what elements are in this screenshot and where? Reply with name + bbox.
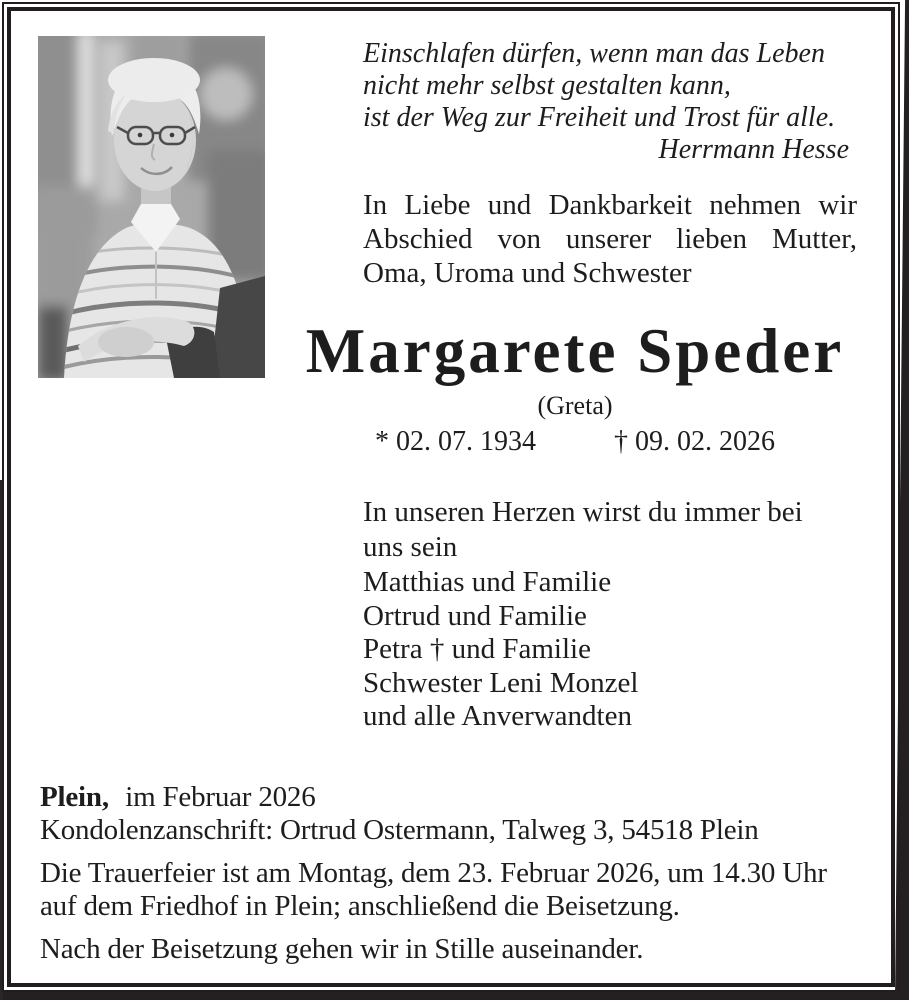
scan-edge-bottom [0,992,909,1000]
mourners-list [363,566,863,734]
footer-details [40,781,900,966]
deceased-name: Margarete Speder [305,316,845,386]
opening-quote [363,38,849,166]
closing-line: Nach der Beisetzung gehen wir in Stille auseinander. [40,933,644,965]
place-name: Plein, [40,781,109,813]
intro-line: In Liebe und Dankbarkeit nehmen wir [363,189,857,221]
portrait-photo-illustration [38,36,265,378]
quote-line: ist der Weg zur Freiheit und Trost für alle. [363,102,836,133]
place-date-line [40,781,900,814]
portrait-photo [38,36,265,378]
birth-symbol: * [375,426,389,457]
death-symbol: † [614,426,628,457]
life-dates [265,427,885,457]
deceased-block [265,318,885,457]
quote-attribution: Herrmann Hesse [658,134,849,165]
farewell-line: In unseren Herzen wirst du immer bei [363,496,803,528]
service-line: auf dem Friedhof in Plein; anschließend die Beisetzung. [40,890,680,922]
condolence-address: Kondolenzanschrift: Ortrud Ostermann, Talweg 3, 54518 Plein [40,814,759,846]
farewell-line: uns sein [363,531,458,563]
mourner-item: Ortrud und Familie [363,599,587,632]
farewell-text [363,495,863,565]
death-date: 09. 02. 2026 [635,426,775,457]
intro-text [363,188,857,290]
mourner-item: und alle Anverwandten [363,700,632,732]
quote-line: Einschlafen dürfen, wenn man das Leben [363,38,825,69]
notice-date: im Februar 2026 [125,781,316,813]
birth-date: 02. 07. 1934 [396,426,536,457]
mourner-item: Petra † und Familie [363,633,591,665]
intro-line: Abschied von unserer lieben Mutter, [363,223,857,255]
deceased-nickname: (Greta) [537,391,613,420]
quote-line: nicht mehr selbst gestalten kann, [363,70,731,101]
service-info [40,857,900,923]
service-line: Die Trauerfeier ist am Montag, dem 23. Februar 2026, um 14.30 Uhr [40,857,827,889]
mourner-item: Schwester Leni Monzel [363,666,639,699]
mourner-item: Matthias und Familie [363,566,612,598]
intro-line: Oma, Uroma und Schwester [363,257,692,289]
